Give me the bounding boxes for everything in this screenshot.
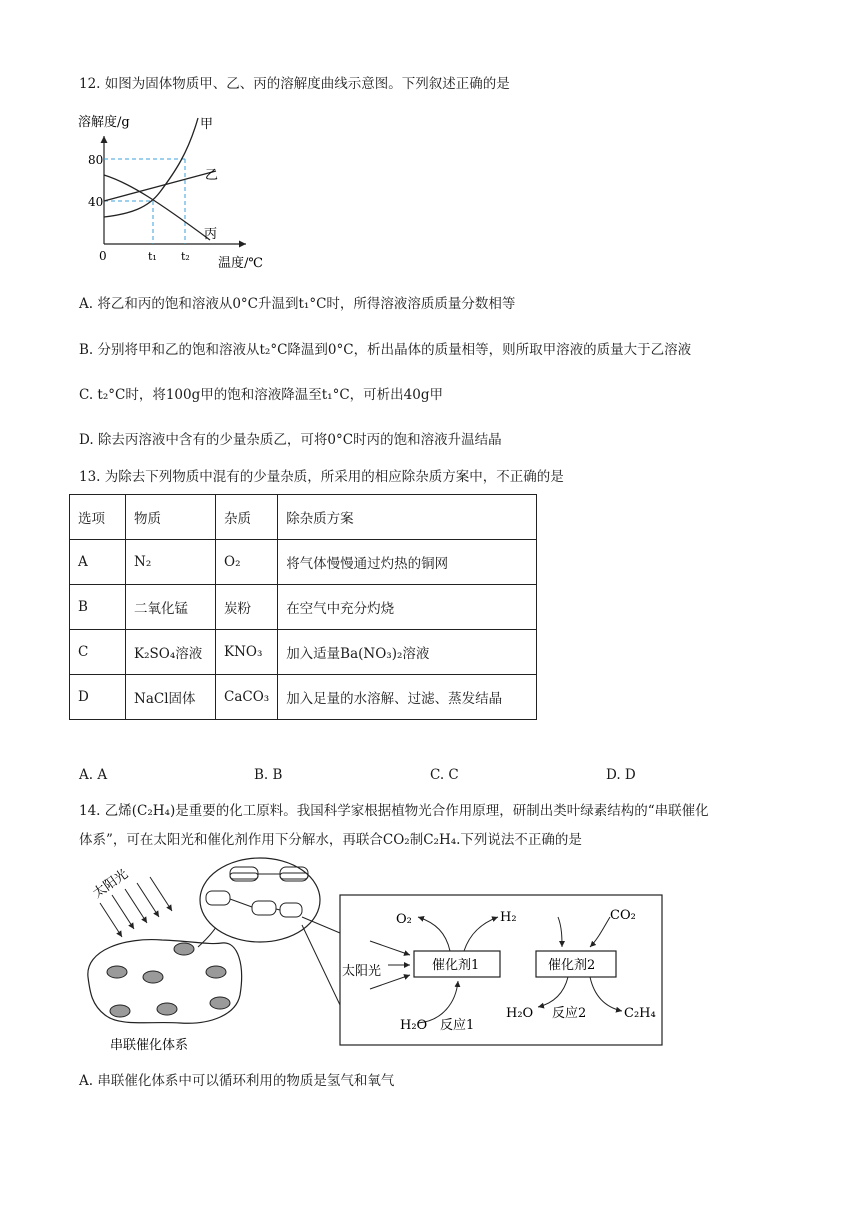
h2-label: H₂: [500, 910, 517, 925]
x-axis-label: 温度/℃: [218, 256, 263, 268]
curve-bing: [104, 175, 210, 240]
sunlight-label-left: 太阳光: [90, 866, 131, 902]
curve-jia: [104, 118, 198, 217]
q13-choice-c: C. C: [430, 767, 459, 783]
table-row: [70, 585, 537, 630]
y-tick-40: 40: [88, 195, 104, 209]
table-cell: KNO₃: [216, 630, 278, 675]
q12-stem: 12. 如图为固体物质甲、乙、丙的溶解度曲线示意图。下列叙述正确的是: [79, 76, 510, 92]
table-header-row: [70, 495, 537, 540]
header-cell: 物质: [126, 495, 216, 540]
y-axis-label: 溶解度/g: [78, 115, 130, 130]
table-cell: D: [70, 675, 126, 720]
q12-option-c: C. t₂°C时，将100g甲的饱和溶液降温至t₁°C，可析出40g甲: [79, 387, 443, 403]
table-cell: 加入适量Ba(NO₃)₂溶液: [278, 630, 537, 675]
table-row: [70, 630, 537, 675]
q12-option-b: B. 分别将甲和乙的饱和溶液从t₂°C降温到0°C，析出晶体的质量相等，则所取甲溶液的质量大于乙溶液: [79, 342, 692, 358]
table-cell: B: [70, 585, 126, 630]
o2-label: O₂: [396, 912, 412, 927]
table-cell: C: [70, 630, 126, 675]
h2o-label-2: H₂O: [506, 1006, 534, 1021]
sunlight-label-right: 太阳光: [342, 964, 382, 979]
q13-choice-d: D. D: [606, 767, 636, 783]
q12-option-d: D. 除去丙溶液中含有的少量杂质乙，可将0°C时丙的饱和溶液升温结晶: [79, 432, 502, 448]
curve-yi: [104, 171, 216, 201]
table-cell: 在空气中充分灼烧: [278, 585, 537, 630]
x-tick-t1: t₁: [148, 250, 157, 263]
removal-table: [69, 494, 537, 720]
h2o-label-1: H₂O: [400, 1018, 428, 1033]
catalysis-diagram: [70, 855, 670, 1060]
catalyst1-label: 催化剂1: [432, 958, 480, 973]
q14-stem-line2: 体系”，可在太阳光和催化剂作用下分解水，再联合CO₂制C₂H₄.下列说法不正确的是: [79, 832, 582, 848]
reaction2-label: 反应2: [552, 1006, 587, 1021]
co2-label: CO₂: [610, 908, 636, 923]
table-cell: 加入足量的水溶解、过滤、蒸发结晶: [278, 675, 537, 720]
q12-option-a: A. 将乙和丙的饱和溶液从0°C升温到t₁°C时，所得溶液溶质质量分数相等: [79, 296, 516, 312]
curve-label-bing: 丙: [204, 227, 218, 242]
table-cell: 炭粉: [216, 585, 278, 630]
chloroplast-dots: [107, 943, 230, 1017]
origin-label: 0: [99, 249, 107, 263]
curve-label-jia: 甲: [200, 117, 214, 132]
reaction1-label: 反应1: [440, 1018, 475, 1033]
q14-option-a: A. 串联催化体系中可以循环利用的物质是氢气和氧气: [79, 1073, 395, 1089]
q14-stem-line1: 14. 乙烯(C₂H₄)是重要的化工原料。我国科学家根据植物光合作用原理，研制出类叶绿素结构的“串联催化: [79, 803, 709, 819]
header-cell: 选项: [70, 495, 126, 540]
catalyst2-label: 催化剂2: [548, 958, 596, 973]
q13-stem: 13. 为除去下列物质中混有的少量杂质，所采用的相应除杂质方案中，不正确的是: [79, 469, 564, 485]
table-cell: 二氧化锰: [126, 585, 216, 630]
q13-choice-b: B. B: [254, 767, 283, 783]
table-cell: O₂: [216, 540, 278, 585]
x-tick-t2: t₂: [181, 250, 190, 263]
table-cell: NaCl固体: [126, 675, 216, 720]
table-cell: CaCO₃: [216, 675, 278, 720]
table-row: [70, 675, 537, 720]
zoom-bubble: [200, 858, 320, 942]
header-cell: 除杂质方案: [278, 495, 537, 540]
table-cell: K₂SO₄溶液: [126, 630, 216, 675]
header-cell: 杂质: [216, 495, 278, 540]
system-label: 串联催化体系: [110, 1038, 189, 1053]
table-cell: A: [70, 540, 126, 585]
c2h4-label: C₂H₄: [624, 1006, 656, 1021]
curve-label-yi: 乙: [205, 168, 219, 183]
solubility-graph: [70, 108, 290, 268]
y-tick-80: 80: [88, 153, 104, 167]
table-cell: 将气体慢慢通过灼热的铜网: [278, 540, 537, 585]
q13-choice-a: A. A: [79, 767, 108, 783]
table-cell: N₂: [126, 540, 216, 585]
table-row: [70, 540, 537, 585]
